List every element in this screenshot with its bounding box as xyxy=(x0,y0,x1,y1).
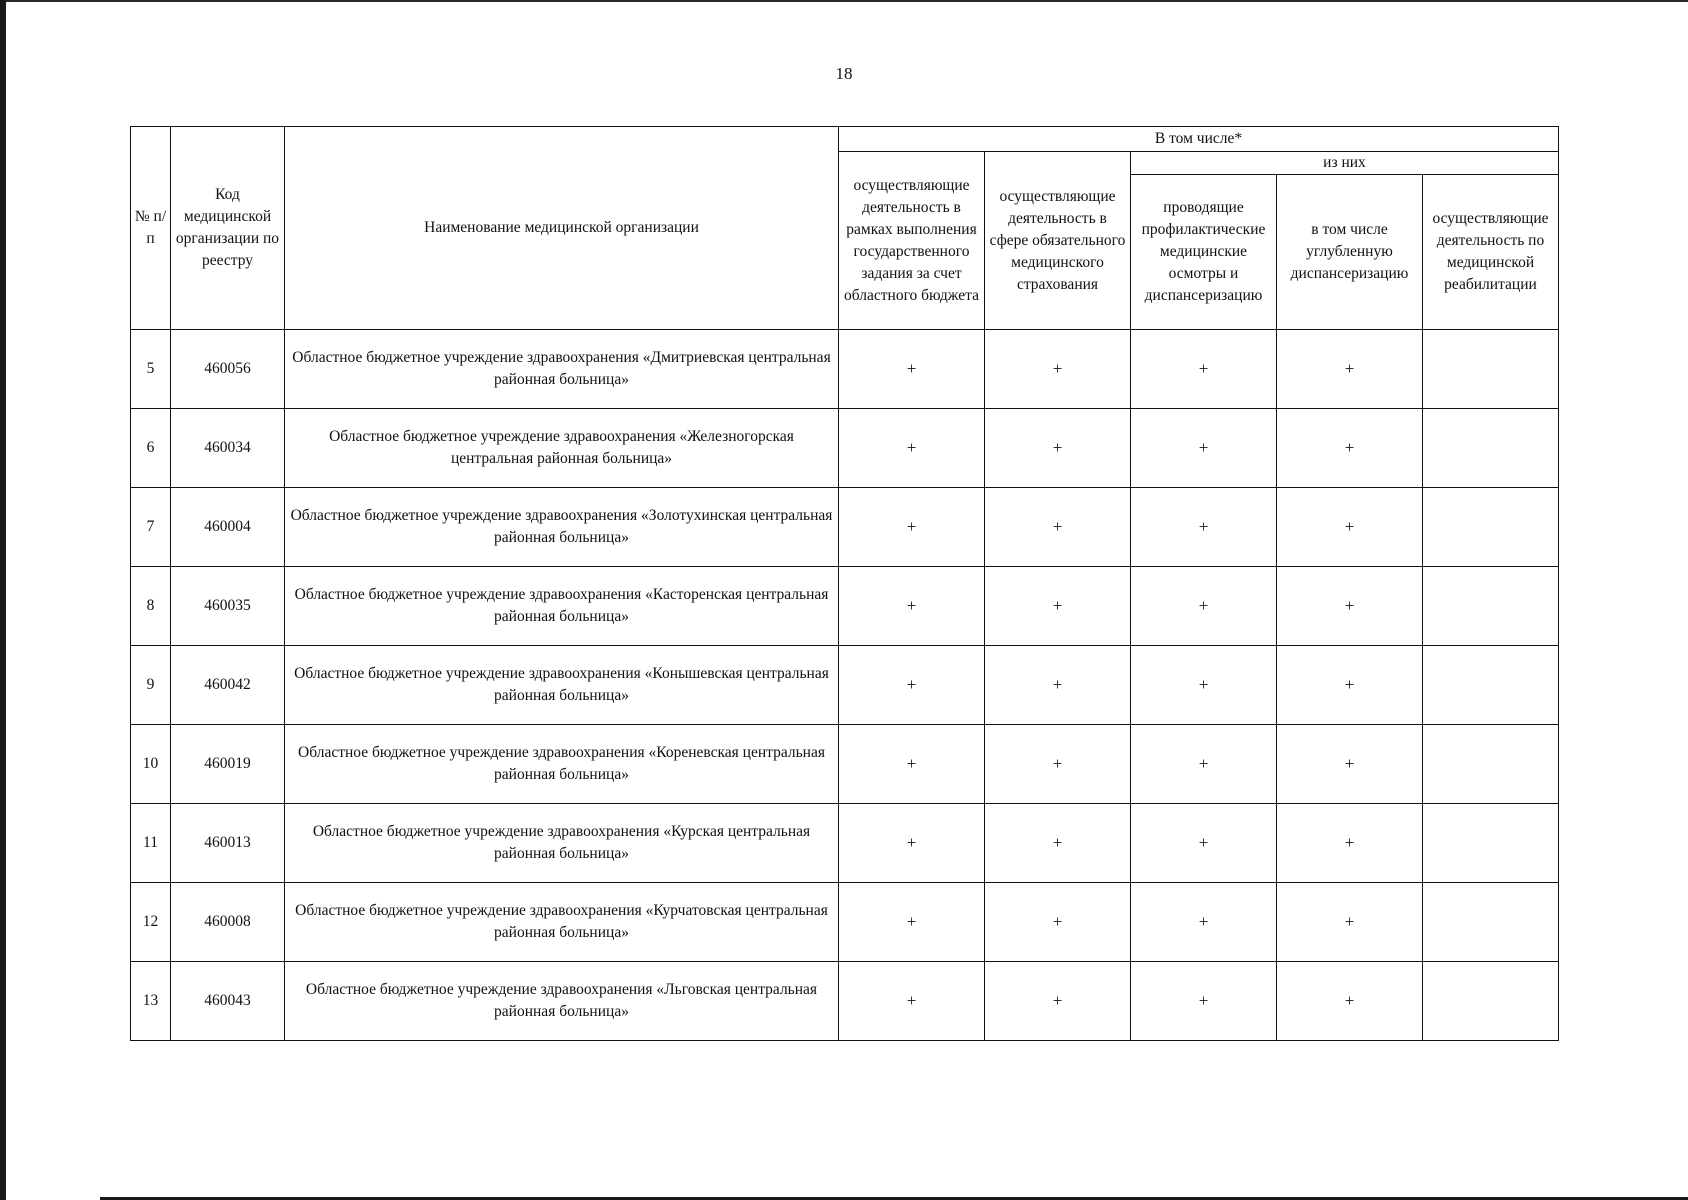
row-rehab-mark xyxy=(1423,567,1559,646)
row-prof-mark: + xyxy=(1131,646,1277,725)
row-deep-mark: + xyxy=(1277,883,1423,962)
row-rehab-mark xyxy=(1423,409,1559,488)
row-budget-mark: + xyxy=(839,488,985,567)
row-deep-mark: + xyxy=(1277,330,1423,409)
row-deep-mark: + xyxy=(1277,488,1423,567)
row-name: Областное бюджетное учреждение здравоохранения «Льговская центральная районная больница» xyxy=(285,962,839,1041)
row-num: 10 xyxy=(131,725,171,804)
row-oms-mark: + xyxy=(985,488,1131,567)
row-rehab-mark xyxy=(1423,330,1559,409)
row-code: 460034 xyxy=(171,409,285,488)
header-budget: осуществляющие деятельность в рамках выполнения государственного задания за счет областного бюджета xyxy=(839,152,985,330)
row-oms-mark: + xyxy=(985,409,1131,488)
table-row xyxy=(131,804,1559,883)
row-oms-mark: + xyxy=(985,567,1131,646)
row-budget-mark: + xyxy=(839,725,985,804)
row-code: 460042 xyxy=(171,646,285,725)
row-rehab-mark xyxy=(1423,804,1559,883)
table-row xyxy=(131,567,1559,646)
row-num: 5 xyxy=(131,330,171,409)
row-code: 460035 xyxy=(171,567,285,646)
page-number: 18 xyxy=(835,64,853,83)
row-name: Областное бюджетное учреждение здравоохранения «Курская центральная районная больница» xyxy=(285,804,839,883)
row-prof-mark: + xyxy=(1131,725,1277,804)
row-prof-mark: + xyxy=(1131,567,1277,646)
row-budget-mark: + xyxy=(839,409,985,488)
row-deep-mark: + xyxy=(1277,567,1423,646)
row-deep-mark: + xyxy=(1277,804,1423,883)
row-deep-mark: + xyxy=(1277,962,1423,1041)
row-name: Областное бюджетное учреждение здравоохранения «Золотухинская центральная районная больница» xyxy=(285,488,839,567)
row-prof-mark: + xyxy=(1131,330,1277,409)
row-code: 460004 xyxy=(171,488,285,567)
row-num: 9 xyxy=(131,646,171,725)
row-code: 460056 xyxy=(171,330,285,409)
row-num: 6 xyxy=(131,409,171,488)
row-rehab-mark xyxy=(1423,725,1559,804)
header-subgroup: из них xyxy=(1131,152,1559,175)
row-oms-mark: + xyxy=(985,330,1131,409)
table-row xyxy=(131,646,1559,725)
row-prof-mark: + xyxy=(1131,488,1277,567)
header-prof: проводящие профилактические медицинские осмотры и диспансеризацию xyxy=(1131,175,1277,330)
row-rehab-mark xyxy=(1423,488,1559,567)
row-name: Областное бюджетное учреждение здравоохранения «Дмитриевская центральная районная больница» xyxy=(285,330,839,409)
scan-edge-left xyxy=(0,0,6,1200)
row-deep-mark: + xyxy=(1277,646,1423,725)
organizations-table xyxy=(130,126,1559,1041)
header-code: Код медицинской организации по реестру xyxy=(171,127,285,330)
table-row xyxy=(131,962,1559,1041)
row-budget-mark: + xyxy=(839,804,985,883)
row-rehab-mark xyxy=(1423,962,1559,1041)
row-deep-mark: + xyxy=(1277,725,1423,804)
row-oms-mark: + xyxy=(985,725,1131,804)
row-prof-mark: + xyxy=(1131,804,1277,883)
row-num: 11 xyxy=(131,804,171,883)
row-budget-mark: + xyxy=(839,330,985,409)
row-code: 460019 xyxy=(171,725,285,804)
header-oms: осуществляющие деятельность в сфере обязательного медицинского страхования xyxy=(985,152,1131,330)
row-rehab-mark xyxy=(1423,646,1559,725)
row-oms-mark: + xyxy=(985,804,1131,883)
header-rehab: осуществляющие деятельность по медицинской реабилитации xyxy=(1423,175,1559,330)
row-name: Областное бюджетное учреждение здравоохранения «Курчатовская центральная районная больница» xyxy=(285,883,839,962)
row-num: 12 xyxy=(131,883,171,962)
header-name: Наименование медицинской организации xyxy=(285,127,839,330)
row-code: 460043 xyxy=(171,962,285,1041)
row-name: Областное бюджетное учреждение здравоохранения «Конышевская центральная районная больница» xyxy=(285,646,839,725)
header-deep: в том числе углубленную диспансеризацию xyxy=(1277,175,1423,330)
table-row xyxy=(131,409,1559,488)
row-num: 13 xyxy=(131,962,171,1041)
table-row xyxy=(131,725,1559,804)
row-name: Областное бюджетное учреждение здравоохранения «Железногорская центральная районная больница» xyxy=(285,409,839,488)
table-row xyxy=(131,883,1559,962)
scan-edge-top xyxy=(0,0,1688,14)
row-budget-mark: + xyxy=(839,883,985,962)
row-deep-mark: + xyxy=(1277,409,1423,488)
row-budget-mark: + xyxy=(839,567,985,646)
row-prof-mark: + xyxy=(1131,409,1277,488)
row-budget-mark: + xyxy=(839,962,985,1041)
row-oms-mark: + xyxy=(985,883,1131,962)
row-oms-mark: + xyxy=(985,646,1131,725)
row-num: 7 xyxy=(131,488,171,567)
row-prof-mark: + xyxy=(1131,883,1277,962)
row-code: 460008 xyxy=(171,883,285,962)
row-num: 8 xyxy=(131,567,171,646)
table-row xyxy=(131,330,1559,409)
row-budget-mark: + xyxy=(839,646,985,725)
row-code: 460013 xyxy=(171,804,285,883)
row-oms-mark: + xyxy=(985,962,1131,1041)
header-group: В том числе* xyxy=(839,127,1559,152)
row-name: Областное бюджетное учреждение здравоохранения «Кореневская центральная районная больница» xyxy=(285,725,839,804)
row-prof-mark: + xyxy=(1131,962,1277,1041)
row-rehab-mark xyxy=(1423,883,1559,962)
row-name: Областное бюджетное учреждение здравоохранения «Касторенская центральная районная больница» xyxy=(285,567,839,646)
header-num: № п/п xyxy=(131,127,171,330)
table-row xyxy=(131,488,1559,567)
